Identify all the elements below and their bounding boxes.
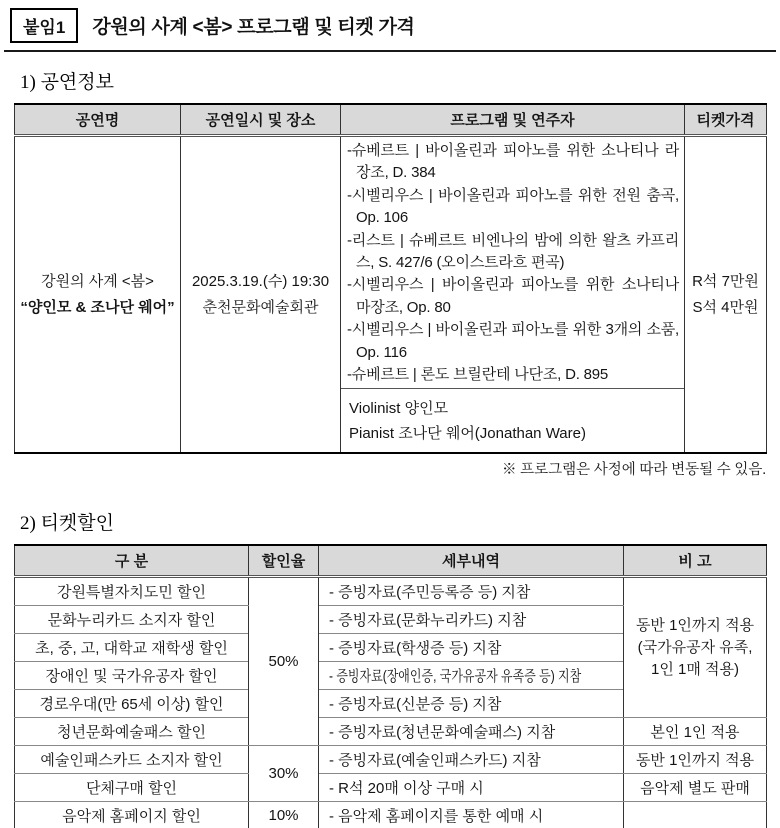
discount-row [15,577,767,606]
performance-venue: 춘천문화예술회관 [202,298,319,316]
discount-row [15,746,767,774]
detail-cell [319,662,624,690]
performers-block [341,389,684,452]
category-cell: 문화누리카드 소지자 할인 [15,606,249,634]
category-cell: 초, 중, 고, 대학교 재학생 할인 [15,634,249,662]
category-cell: 예술인패스카드 소지자 할인 [15,746,249,774]
performance-table-header-row [15,104,767,136]
detail-cell: - 증빙자료(신분증 등) 지참 [319,690,624,718]
remark-cell [624,802,767,828]
program-item: -시벨리우스 | 바이올린과 피아노를 위한 소나티나 마장조, Op. 80 [347,276,679,316]
detail-cell: - R석 20매 이상 구매 시 [319,774,624,802]
discount-table [14,544,767,828]
ticket-price-cell [685,136,767,454]
category-cell: 청년문화예술패스 할인 [15,718,249,746]
category-cell: 경로우대(만 65세 이상) 할인 [15,690,249,718]
col-header-detail: 세부내역 [319,545,624,577]
document-header [10,8,776,43]
category-cell: 강원특별자치도민 할인 [15,577,249,606]
performance-datetime: 2025.3.19.(수) 19:30 [191,272,330,290]
col-header-category: 구 분 [15,545,249,577]
detail-cell: - 음악제 홈페이지를 통한 예매 시 [319,802,624,828]
attachment-badge: 붙임1 [10,8,78,43]
title-divider [4,50,776,52]
price-s-seat: S석 4만원 [692,298,759,316]
remark-line: 동반 1인까지 적용 [635,616,755,634]
detail-cell: - 증빙자료(예술인패스카드) 지참 [319,746,624,774]
price-r-seat: R석 7만원 [692,272,759,290]
detail-cell: - 증빙자료(문화누리카드) 지참 [319,606,624,634]
discount-row [15,802,767,828]
program-performers-cell [341,136,685,454]
pianist-line: Pianist 조나단 웨어(Jonathan Ware) [349,425,586,443]
program-item: -리스트 | 슈베르트 비엔나의 밤에 의한 왈츠 카프리스, S. 427/6 (오이스트라흐 편곡) [347,231,679,272]
performance-name-cell [15,136,181,454]
program-item: -슈베르트 | 바이올린과 피아노를 위한 소나티나 라장조, D. 384 [347,142,679,182]
rate-cell-10: 10% [249,802,319,828]
rate-cell-50: 50% [249,577,319,746]
detail-cell: - 증빙자료(주민등록증 등) 지참 [319,577,624,606]
remark-line: 1인 1매 적용) [651,660,739,678]
col-header-rate: 할인율 [249,545,319,577]
performance-name-line1: 강원의 사계 <봄> [41,272,154,290]
performance-name-line2: “양인모 & 조나단 웨어” [20,298,175,316]
discount-row [15,718,767,746]
datetime-venue-cell [181,136,341,454]
col-header-remark: 비 고 [624,545,767,577]
document-title: 강원의 사계 <봄> 프로그램 및 티켓 가격 [92,17,415,38]
program-change-note: ※ 프로그램은 사정에 따라 변동될 수 있음. [502,462,766,479]
col-header-ticket-price: 티켓가격 [685,104,767,136]
col-header-program-performers: 프로그램 및 연주자 [341,104,685,136]
category-cell: 장애인 및 국가유공자 할인 [15,662,249,690]
remark-cell: 음악제 별도 판매 [624,774,767,802]
program-item: -슈베르트 | 론도 브릴란테 나단조, D. 895 [347,366,609,384]
program-list [341,137,684,389]
detail-cell: - 증빙자료(청년문화예술패스) 지참 [319,718,624,746]
remark-cell-merged [624,577,767,718]
violinist-line: Violinist 양인모 [349,400,449,418]
remark-cell: 본인 1인 적용 [624,718,767,746]
col-header-performance-name: 공연명 [15,104,181,136]
detail-cell: - 증빙자료(학생증 등) 지참 [319,634,624,662]
program-item: -시벨리우스 | 바이올린과 피아노를 위한 전원 춤곡, Op. 106 [347,186,679,227]
discount-row [15,774,767,802]
discount-table-header-row [15,545,767,577]
col-header-datetime-venue: 공연일시 및 장소 [181,104,341,136]
remark-cell: 동반 1인까지 적용 [624,746,767,774]
performance-table-body-row [15,136,767,454]
performance-table [14,103,767,454]
section2-heading: 2) 티켓할인 [20,513,114,535]
category-cell: 단체구매 할인 [15,774,249,802]
detail-text-condensed: - 증빙자료(장애인증, 국가유공자 유족증 등) 지참 [329,668,582,686]
category-cell: 음악제 홈페이지 할인 [15,802,249,828]
remark-line: (국가유공자 유족, [637,638,753,656]
program-item: -시벨리우스 | 바이올린과 피아노를 위한 3개의 소품, Op. 116 [347,321,679,361]
rate-cell-30: 30% [249,746,319,802]
section1-heading: 1) 공연정보 [20,72,114,93]
